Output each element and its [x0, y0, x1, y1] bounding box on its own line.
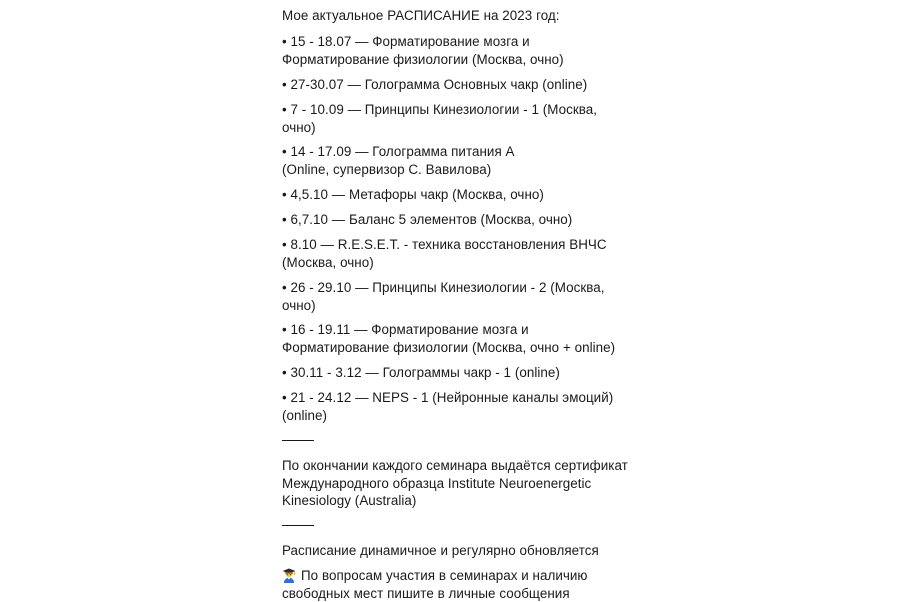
schedule-item — [282, 33, 632, 68]
schedule-item-line: • 15 - 18.07 — Форматирование мозга и — [282, 33, 632, 51]
schedule-item-line: (online) — [282, 407, 632, 425]
update-note — [282, 542, 632, 560]
schedule-item — [282, 236, 632, 271]
schedule-item — [282, 389, 632, 424]
certificate-line: По окончании каждого семинара выдаётся сертификат — [282, 457, 632, 475]
schedule-item-line: • 21 - 24.12 — NEPS - 1 (Нейронные каналы эмоций) — [282, 389, 632, 407]
certificate-line: Kinesiology (Australia) — [282, 492, 632, 510]
schedule-item — [282, 211, 632, 229]
schedule-item-line: • 8.10 — R.E.S.E.T. - техника восстановления ВНЧС — [282, 236, 632, 254]
schedule-item-line: • 27-30.07 — Голограмма Основных чакр (online) — [282, 76, 632, 94]
contact-line — [282, 567, 632, 585]
schedule-item-line: • 14 - 17.09 — Голограмма питания А — [282, 143, 632, 161]
schedule-item-line: • 16 - 19.11 — Форматирование мозга и — [282, 321, 632, 339]
schedule-item-line: Форматирование физиологии (Москва, очно + online) — [282, 339, 632, 357]
schedule-item-line: • 7 - 10.09 — Принципы Кинезиологии - 1 (Москва, — [282, 101, 632, 119]
contact-line: свободных мест пишите в личные сообщения — [282, 585, 632, 602]
schedule-item-line: очно) — [282, 119, 632, 137]
schedule-item — [282, 143, 632, 178]
contact-note — [282, 567, 632, 602]
section-divider — [282, 440, 314, 441]
schedule-item-line: очно) — [282, 297, 632, 315]
teacher-emoji-icon — [282, 568, 296, 583]
contact-line-text: По вопросам участия в семинарах и наличию — [301, 568, 588, 583]
update-note-line: Расписание динамичное и регулярно обновляется — [282, 542, 632, 560]
schedule-heading: Мое актуальное РАСПИСАНИЕ на 2023 год: — [282, 7, 560, 25]
schedule-item — [282, 279, 632, 314]
schedule-item — [282, 321, 632, 356]
schedule-item — [282, 186, 632, 204]
certificate-line: Международного образца Institute Neuroenergetic — [282, 475, 632, 493]
schedule-item-line: • 6,7.10 — Баланс 5 элементов (Москва, очно) — [282, 211, 632, 229]
schedule-item-line: Форматирование физиологии (Москва, очно) — [282, 51, 632, 69]
certificate-note — [282, 457, 632, 510]
schedule-item-line: • 4,5.10 — Метафоры чакр (Москва, очно) — [282, 186, 632, 204]
section-divider — [282, 525, 314, 526]
schedule-item-line: (Online, супервизор С. Вавилова) — [282, 161, 632, 179]
schedule-item-line: (Москва, очно) — [282, 254, 632, 272]
schedule-item — [282, 101, 632, 136]
schedule-item — [282, 364, 632, 382]
schedule-item — [282, 76, 632, 94]
schedule-item-line: • 30.11 - 3.12 — Голограммы чакр - 1 (online) — [282, 364, 632, 382]
schedule-item-line: • 26 - 29.10 — Принципы Кинезиологии - 2 (Москва, — [282, 279, 632, 297]
